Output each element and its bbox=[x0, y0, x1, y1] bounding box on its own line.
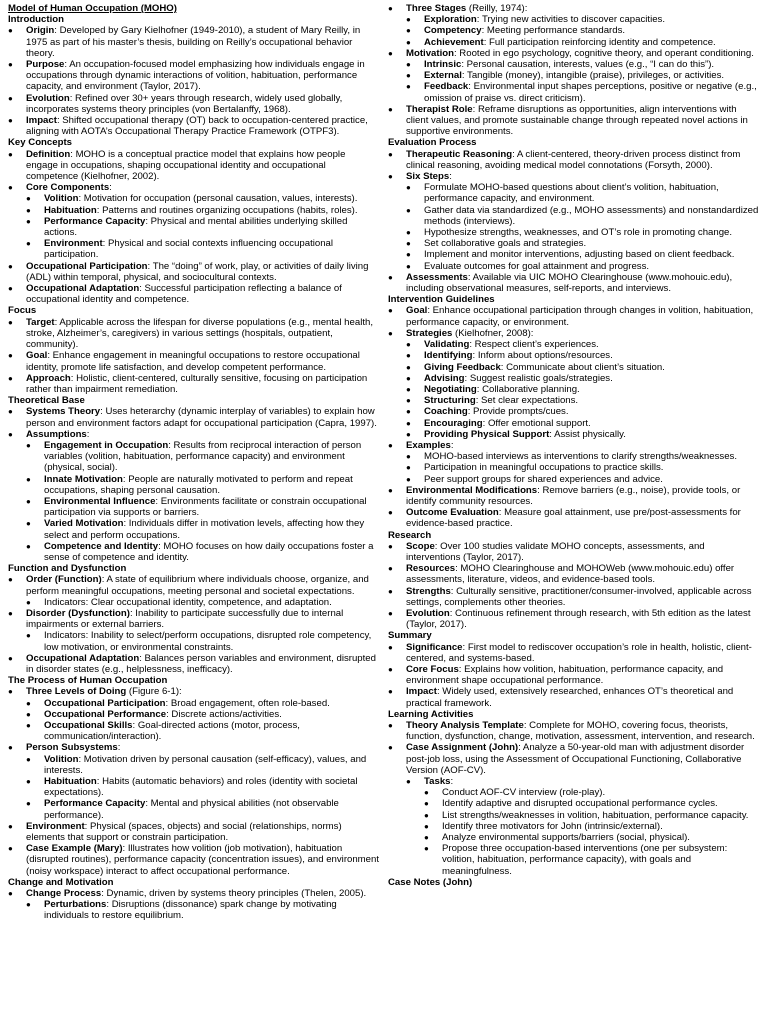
list-item-advising bbox=[406, 373, 760, 384]
list-item-occupational-adaptation bbox=[8, 283, 380, 305]
item-text: : First model to rediscover occupation’s role in health, holistic, client-centered, and systems-based. bbox=[406, 641, 752, 664]
item-text: : Habits (automatic behaviors) and roles (identity with societal expectations). bbox=[44, 776, 358, 799]
item-text: : Culturally sensitive, practitioner/consumer-involved, applicable across settings, complements other theories. bbox=[406, 585, 752, 608]
item-text: : Uses heterarchy (dynamic interplay of variables) to explain how person and environment factors adapt for occupational participation (Capra, 1997). bbox=[26, 406, 377, 429]
item-text: (Reilly, 1974): bbox=[466, 3, 528, 14]
section-heading-the-process-of-human-occupation: The Process of Human Occupation bbox=[8, 675, 168, 687]
item-text: : Complete for MOHO, covering focus, theorists, function, dysfunction, change, motivation, assessment, intervention, and research. bbox=[406, 720, 755, 743]
bullet-list bbox=[406, 339, 760, 440]
item-text: : Widely used, extensively researched, enhances OT’s theoretical and practical framework. bbox=[406, 686, 734, 709]
item-term: Outcome Evaluation bbox=[406, 507, 499, 519]
item-text: : Inform about options/resources. bbox=[472, 350, 613, 362]
item-term: Three Stages bbox=[406, 3, 467, 14]
item-text: Identify three motivators for John (intrinsic/external). bbox=[442, 820, 663, 832]
list-item-strengths bbox=[388, 586, 760, 608]
list-item-encouraging bbox=[406, 418, 760, 429]
list-item-volition bbox=[26, 193, 380, 204]
item-text: List strengths/weaknesses in volition, habituation, performance capacity. bbox=[442, 809, 749, 821]
item-text: : Balances person variables and environment, disrupted in disorder states (e.g., helplessness, inefficacy). bbox=[26, 652, 376, 675]
item-text: : Holistic, client-centered, culturally sensitive, focusing on participation rather than impairment remediation. bbox=[26, 372, 368, 395]
item-term: Innate Motivation bbox=[44, 473, 123, 485]
bullet-list bbox=[8, 317, 380, 395]
section-heading-intervention-guidelines: Intervention Guidelines bbox=[388, 294, 495, 306]
item-term: Performance Capacity bbox=[44, 215, 146, 227]
list-item bbox=[424, 821, 760, 832]
item-text: : Provide prompts/cues. bbox=[467, 406, 569, 418]
item-term: Change Process bbox=[26, 888, 102, 900]
item-term: External bbox=[424, 70, 462, 82]
list-item-origin bbox=[8, 25, 380, 59]
bullet-list bbox=[26, 597, 380, 608]
list-item-occupational-participation bbox=[26, 698, 380, 709]
item-text: : Reframe disruptions as opportunities, align interventions with client values, and promote sustainable change through repeated novel actions in supportive environments. bbox=[406, 103, 748, 138]
item-term: Providing Physical Support bbox=[424, 428, 550, 440]
item-text: Propose three occupation-based interventions (one per subsystem: volition, habituation, performance capacity), with goals and meaningfulness. bbox=[442, 843, 728, 877]
item-text: : Assist physically. bbox=[549, 428, 626, 440]
list-item-definition bbox=[8, 149, 380, 183]
left-column bbox=[8, 3, 380, 922]
list-item-outcome-evaluation bbox=[388, 507, 760, 529]
list-item-competency bbox=[406, 25, 760, 36]
item-term: Therapeutic Reasoning bbox=[406, 148, 513, 160]
item-text: : Personal causation, interests, values (e.g., “I can do this”). bbox=[461, 59, 715, 71]
list-item-assumptions bbox=[8, 429, 380, 563]
bullet-list bbox=[406, 14, 760, 48]
item-text: : bbox=[450, 776, 454, 788]
list-item-assessments bbox=[388, 272, 760, 294]
item-term: Volition bbox=[44, 753, 79, 765]
bullet-list bbox=[388, 305, 760, 529]
list-item-order-function bbox=[8, 574, 380, 608]
list-item bbox=[424, 787, 760, 798]
item-text: : The “doing” of work, play, or activities of daily living (ADL) within temporal, physical, and sociocultural contexts. bbox=[26, 260, 369, 283]
list-item-impact bbox=[8, 115, 380, 137]
item-text: : Physical and social contexts influencing occupational participation. bbox=[44, 238, 334, 261]
list-item-giving-feedback bbox=[406, 362, 760, 373]
item-term: Advising bbox=[424, 372, 465, 384]
item-text: : Over 100 studies validate MOHO concepts, assessments, and interventions (Taylor, 2017). bbox=[406, 540, 705, 563]
item-term: Volition bbox=[44, 193, 79, 205]
list-item-coaching bbox=[406, 406, 760, 417]
item-term: Order (Function) bbox=[26, 574, 102, 586]
item-text: Set collaborative goals and strategies. bbox=[424, 238, 587, 250]
item-text: : MOHO focuses on how daily occupations foster a sense of competence and identity. bbox=[44, 540, 374, 563]
list-item-six-steps bbox=[388, 171, 760, 272]
item-term: Therapist Role bbox=[406, 103, 473, 115]
list-item-engagement-in-occupation bbox=[26, 440, 380, 474]
item-text: Conduct AOF-CV interview (role-play). bbox=[442, 787, 606, 799]
list-item-environmental-modifications bbox=[388, 485, 760, 507]
item-term: Validating bbox=[424, 339, 470, 351]
item-text: : Developed by Gary Kielhofner (1949-2010), a student of Mary Reilly, in 1975 as part of his master’s thesis, building on Reilly’s occupational behavior theory. bbox=[26, 25, 361, 59]
list-item bbox=[406, 261, 760, 272]
item-text: : People are naturally motivated to perform and repeat occupations, shaping personal causation. bbox=[44, 473, 353, 496]
list-item-tasks bbox=[406, 776, 760, 877]
item-term: Significance bbox=[406, 641, 463, 653]
item-text: : Refined over 30+ years through research, widely used globally, incorporates systems theory principles (von Bertalanffy, 1968). bbox=[26, 92, 343, 115]
item-text: : Environmental input shapes perceptions, positive or negative (e.g., omission of praise vs. direct criticism). bbox=[424, 81, 757, 104]
item-text: : Physical and mental abilities underlying skilled actions. bbox=[44, 215, 348, 239]
item-text: Implement and monitor interventions, adjusting based on client feedback. bbox=[424, 249, 735, 261]
item-term: Impact bbox=[26, 115, 57, 127]
item-text: (Figure 6-1): bbox=[126, 686, 182, 698]
list-item-structuring bbox=[406, 395, 760, 406]
list-item-validating bbox=[406, 339, 760, 350]
bullet-list bbox=[26, 630, 380, 652]
bullet-list bbox=[388, 642, 760, 709]
item-text: : An occupation-focused model emphasizing how individuals engage in occupations through dynamic interactions of volition, habituation, performance capacity, and environment (Taylor, 2017). bbox=[26, 59, 365, 93]
list-item-volition bbox=[26, 754, 380, 776]
list-item-exploration bbox=[406, 14, 760, 25]
item-term: Definition bbox=[26, 148, 71, 160]
item-text: : Motivation driven by personal causation (self-efficacy), values, and interests. bbox=[44, 753, 367, 776]
item-term: Resources bbox=[406, 563, 456, 575]
list-item-case-example-mary bbox=[8, 843, 380, 877]
item-text: Identify adaptive and disrupted occupational performance cycles. bbox=[442, 798, 718, 810]
item-text: : Trying new activities to discover capacities. bbox=[476, 14, 666, 26]
item-text: : Full participation reinforcing identity and competence. bbox=[483, 36, 716, 48]
bullet-list bbox=[8, 686, 380, 876]
item-text: Gather data via standardized (e.g., MOHO assessments) and nonstandardized methods (interviews). bbox=[424, 204, 759, 227]
item-text: : Enhance engagement in meaningful occupations to restore occupational identity, promote life satisfaction, and develop competent performance. bbox=[26, 350, 360, 373]
list-item-environment bbox=[26, 238, 380, 260]
list-item-occupational-participation bbox=[8, 261, 380, 283]
item-text: : Goal-directed actions (motor, process, communication/interaction). bbox=[44, 720, 300, 743]
item-text: Evaluate outcomes for goal attainment and progress. bbox=[424, 260, 650, 272]
item-text: : MOHO is a conceptual practice model that explains how people engage in occupations, shaping occupational identity and occupational competence (Kielhofner, 2002). bbox=[26, 148, 346, 183]
section-heading-function-and-dysfunction: Function and Dysfunction bbox=[8, 563, 127, 575]
item-term: Occupational Performance bbox=[44, 708, 167, 720]
list-item bbox=[388, 3, 760, 48]
list-item-competence-and-identity bbox=[26, 541, 380, 563]
item-term: Six Steps bbox=[406, 171, 450, 183]
item-text: : Patterns and routines organizing occupations (habits, roles). bbox=[96, 204, 358, 216]
item-text: : Continuous refinement through research, with 5th edition as the latest (Taylor, 2017). bbox=[406, 607, 751, 631]
section-heading-theoretical-base: Theoretical Base bbox=[8, 395, 85, 407]
section-heading-case-notes-john: Case Notes (John) bbox=[388, 876, 473, 888]
item-text: : Environments facilitate or constrain occupational participation via supports or barriers. bbox=[44, 495, 367, 519]
bullet-list bbox=[406, 451, 760, 485]
item-term: Goal bbox=[26, 350, 48, 362]
item-text: : Explains how volition, habituation, performance capacity, and environment shape occupational performance. bbox=[406, 663, 724, 687]
item-text: : Shifted occupational therapy (OT) back to occupation-centered practice, aligning with AOTA’s Occupational Therapy Practice Framework (OTPF3). bbox=[26, 115, 368, 138]
list-item bbox=[406, 474, 760, 485]
list-item bbox=[406, 182, 760, 204]
item-text: Formulate MOHO-based questions about client’s volition, habituation, performance capacity, and environment. bbox=[424, 182, 719, 205]
item-text: : bbox=[117, 742, 121, 754]
list-item-three-levels-of-doing bbox=[8, 686, 380, 742]
list-item bbox=[424, 832, 760, 843]
bullet-list bbox=[8, 406, 380, 563]
item-term: Identifying bbox=[424, 350, 473, 362]
item-term: Scope bbox=[406, 540, 435, 552]
list-item-negotiating bbox=[406, 384, 760, 395]
item-text: : Illustrates how volition (job motivation), habituation (disrupted routines), performance capacity (concentration issues), and environment (noisy workspace) interact to affect occupational performance. bbox=[26, 843, 380, 877]
list-item bbox=[424, 798, 760, 809]
item-term: Strengths bbox=[406, 585, 451, 597]
item-term: Approach bbox=[26, 372, 71, 384]
bullet-list bbox=[26, 899, 380, 921]
item-text: : MOHO Clearinghouse and MOHOWeb (www.mohouic.edu) offer assessments, literature, videos, and evidence-based tools. bbox=[406, 563, 735, 586]
item-term: Habituation bbox=[44, 204, 97, 216]
section-heading-research: Research bbox=[388, 529, 432, 541]
bullet-list bbox=[388, 720, 760, 877]
item-term: Core Focus bbox=[406, 663, 459, 675]
item-term: Encouraging bbox=[424, 417, 483, 429]
item-text: Analyze environmental supports/barriers (social, physical). bbox=[442, 832, 690, 844]
list-item-motivation bbox=[388, 48, 760, 104]
item-term: Occupational Participation bbox=[26, 260, 148, 272]
list-item-core-focus bbox=[388, 664, 760, 686]
list-item-resources bbox=[388, 563, 760, 585]
item-term: Origin bbox=[26, 25, 55, 37]
item-term: Case Assignment (John) bbox=[406, 742, 519, 754]
list-item-evolution bbox=[8, 93, 380, 115]
item-text: : Communicate about client’s situation. bbox=[500, 361, 665, 373]
list-item-three-stages bbox=[388, 3, 760, 48]
item-term: Competency bbox=[424, 25, 482, 37]
item-text: : bbox=[450, 439, 454, 451]
item-text: Hypothesize strengths, weaknesses, and OT’s role in promoting change. bbox=[424, 227, 733, 239]
bullet-list bbox=[406, 776, 760, 877]
list-item-strategies bbox=[388, 328, 760, 440]
bullet-list bbox=[388, 149, 760, 295]
item-text: Indicators: Inability to select/perform occupations, disrupted role competency, low motivation, or environmental constraints. bbox=[44, 630, 372, 653]
list-item-varied-motivation bbox=[26, 518, 380, 540]
item-term: Strategies bbox=[406, 327, 453, 339]
list-item-habituation bbox=[26, 205, 380, 216]
item-term: Impact bbox=[406, 686, 437, 698]
right-column bbox=[388, 3, 760, 888]
item-text: : bbox=[449, 171, 452, 183]
list-item-case-assignment-john bbox=[388, 742, 760, 876]
list-item bbox=[406, 451, 760, 462]
item-text: Indicators: Clear occupational identity, competence, and adaptation. bbox=[44, 596, 332, 608]
bullet-list bbox=[26, 698, 380, 743]
list-item bbox=[406, 205, 760, 227]
item-text: : Individuals differ in motivation levels, affecting how they select and perform occupations. bbox=[44, 518, 365, 541]
item-term: Purpose bbox=[26, 59, 65, 71]
list-item bbox=[406, 238, 760, 249]
list-item-occupational-performance bbox=[26, 709, 380, 720]
list-item-approach bbox=[8, 373, 380, 395]
item-text: : Meeting performance standards. bbox=[481, 25, 626, 37]
item-term: Negotiating bbox=[424, 383, 477, 395]
bullet-list bbox=[406, 182, 760, 272]
bullet-list bbox=[8, 888, 380, 922]
list-item bbox=[406, 227, 760, 238]
list-item-disorder-dysfunction bbox=[8, 608, 380, 653]
list-item-goal bbox=[8, 350, 380, 372]
list-item-therapeutic-reasoning bbox=[388, 149, 760, 171]
item-text: : Applicable across the lifespan for diverse populations (e.g., mental health, stroke, Alzheimer’s, caregivers) in various settings (hospitals, outpatient, community). bbox=[26, 316, 373, 351]
list-item-feedback bbox=[406, 81, 760, 103]
item-term: Perturbations bbox=[44, 899, 107, 911]
item-term: Environmental Modifications bbox=[406, 484, 538, 496]
list-item bbox=[406, 462, 760, 473]
list-item-evolution bbox=[388, 608, 760, 630]
list-item-habituation bbox=[26, 776, 380, 798]
item-term: Engagement in Occupation bbox=[44, 439, 169, 451]
item-term: Assumptions bbox=[26, 428, 87, 440]
list-item bbox=[406, 249, 760, 260]
item-term: Assessments bbox=[406, 271, 468, 283]
list-item-occupational-skills bbox=[26, 720, 380, 742]
item-text: : Available via UIC MOHO Clearinghouse (www.mohouic.edu), including observational measures, self-reports, and interviews. bbox=[406, 271, 733, 295]
item-text: : Inability to participate successfully due to internal impairments or external barriers. bbox=[26, 607, 344, 631]
item-term: Examples bbox=[406, 439, 451, 451]
item-text: : Enhance occupational participation through changes in volition, habituation, performance capacity, or environment. bbox=[406, 305, 754, 328]
item-text: : Respect client’s experiences. bbox=[469, 339, 599, 351]
list-item-change-process bbox=[8, 888, 380, 922]
list-item-providing-physical-support bbox=[406, 429, 760, 440]
list-item-external bbox=[406, 70, 760, 81]
item-term: Coaching bbox=[424, 406, 468, 418]
section-heading-learning-activities: Learning Activities bbox=[388, 708, 474, 720]
item-text: : A state of equilibrium where individuals choose, organize, and perform meaningful occupations, meeting personal and societal expectations. bbox=[26, 574, 369, 597]
item-term: Person Subsystems bbox=[26, 742, 118, 754]
bullet-list bbox=[26, 754, 380, 821]
item-term: Three Levels of Doing bbox=[26, 686, 127, 698]
list-item-intrinsic bbox=[406, 59, 760, 70]
bullet-list bbox=[424, 787, 760, 877]
item-term: Evolution bbox=[26, 92, 70, 104]
bullet-list bbox=[8, 25, 380, 137]
list-item-performance-capacity bbox=[26, 216, 380, 238]
list-item-occupational-adaptation bbox=[8, 653, 380, 675]
list-item bbox=[424, 810, 760, 821]
item-term: Environmental Influence bbox=[44, 495, 156, 507]
item-term: Occupational Participation bbox=[44, 697, 166, 709]
item-term: Achievement bbox=[424, 36, 484, 48]
list-item-achievement bbox=[406, 37, 760, 48]
list-item bbox=[424, 843, 760, 877]
item-term: Environment bbox=[26, 820, 85, 832]
list-item-purpose bbox=[8, 59, 380, 93]
list-item-identifying bbox=[406, 350, 760, 361]
item-term: Habituation bbox=[44, 776, 97, 788]
list-item-significance bbox=[388, 642, 760, 664]
list-item-therapist-role bbox=[388, 104, 760, 138]
bullet-list bbox=[388, 3, 760, 137]
item-text: (Kielhofner, 2008): bbox=[452, 327, 534, 339]
list-item-core-components bbox=[8, 182, 380, 260]
item-term: Disorder (Dysfunction) bbox=[26, 607, 130, 619]
item-term: Case Example (Mary) bbox=[26, 843, 123, 855]
item-term: Occupational Skills bbox=[44, 720, 133, 731]
item-text: : A client-centered, theory-driven process distinct from clinical reasoning, avoiding medical model connotations (Forsyth, 2000). bbox=[406, 148, 741, 171]
list-item-scope bbox=[388, 541, 760, 563]
section-heading-summary: Summary bbox=[388, 630, 432, 642]
section-heading-evaluation-process: Evaluation Process bbox=[388, 137, 477, 149]
list-item-perturbations bbox=[26, 899, 380, 921]
bullet-list bbox=[26, 193, 380, 260]
item-text: : Rooted in ego psychology, cognitive theory, and operant conditioning. bbox=[453, 47, 754, 59]
item-term: Motivation bbox=[406, 47, 454, 59]
item-text: MOHO-based interviews as interventions to clarify strengths/weaknesses. bbox=[424, 451, 737, 463]
item-term: Intrinsic bbox=[424, 59, 462, 71]
bullet-list bbox=[8, 574, 380, 675]
item-text: : Analyze a 50-year-old man with adjustment disorder post-job loss, using the Assessment of Occupational Functioning, Collaborative Version (AOF-CV). bbox=[406, 742, 745, 776]
list-item-environment bbox=[8, 821, 380, 843]
list-item-goal bbox=[388, 305, 760, 327]
item-text: : Disruptions (dissonance) spark change by motivating individuals to restore equilibrium. bbox=[44, 899, 337, 922]
list-item-theory-analysis-template bbox=[388, 720, 760, 742]
list-item-performance-capacity bbox=[26, 798, 380, 820]
list-item-environmental-influence bbox=[26, 496, 380, 518]
section-heading-change-and-motivation: Change and Motivation bbox=[8, 876, 114, 888]
item-text: Participation in meaningful occupations to practice skills. bbox=[424, 462, 664, 474]
item-term: Feedback bbox=[424, 81, 469, 93]
item-term: Target bbox=[26, 316, 55, 328]
bullet-list bbox=[26, 440, 380, 563]
item-text: : bbox=[109, 182, 112, 194]
item-term: Theory Analysis Template bbox=[406, 720, 524, 731]
list-item-impact bbox=[388, 686, 760, 708]
item-term: Performance Capacity bbox=[44, 798, 146, 810]
item-term: Competence and Identity bbox=[44, 540, 159, 552]
bullet-list bbox=[388, 541, 760, 631]
item-text: : bbox=[86, 428, 90, 440]
page-title: Model of Human Occupation (MOHO) bbox=[8, 3, 177, 14]
item-term: Varied Motivation bbox=[44, 518, 124, 530]
item-term: Evolution bbox=[406, 607, 450, 619]
item-text: : Motivation for occupation (personal causation, values, interests). bbox=[78, 193, 358, 205]
item-term: Occupational Adaptation bbox=[26, 652, 140, 664]
item-term: Structuring bbox=[424, 395, 476, 407]
item-term: Occupational Adaptation bbox=[26, 283, 140, 295]
list-item bbox=[26, 630, 380, 652]
item-text: : Remove barriers (e.g., noise), provide tools, or identify community resources. bbox=[406, 484, 741, 507]
list-item-target bbox=[8, 317, 380, 351]
item-text: : Collaborative planning. bbox=[476, 383, 580, 395]
item-text: : Broad engagement, often role-based. bbox=[165, 697, 330, 709]
section-heading-introduction: Introduction bbox=[8, 14, 64, 26]
item-text: : Results from reciprocal interaction of person variables (volition, habituation, performance capacity) and environment (physical, social). bbox=[44, 439, 362, 474]
item-text: Peer support groups for shared experiences and advice. bbox=[424, 473, 663, 485]
list-item-examples bbox=[388, 440, 760, 485]
item-text: : Set clear expectations. bbox=[475, 395, 579, 407]
item-text: : Dynamic, driven by systems theory principles (Thelen, 2005). bbox=[101, 888, 367, 900]
item-term: Tasks bbox=[424, 776, 451, 788]
item-term: Systems Theory bbox=[26, 406, 101, 418]
item-term: Environment bbox=[44, 238, 103, 250]
bullet-list bbox=[388, 3, 760, 48]
item-text: : Discrete actions/activities. bbox=[166, 708, 282, 720]
bullet-list bbox=[8, 149, 380, 306]
item-text: : Measure goal attainment, use pre/post-assessments for evidence-based practice. bbox=[406, 507, 741, 530]
section-heading-key-concepts: Key Concepts bbox=[8, 137, 72, 149]
list-item bbox=[26, 597, 380, 608]
item-term: Core Components bbox=[26, 182, 110, 194]
item-text: : Tangible (money), intangible (praise), privileges, or activities. bbox=[461, 70, 725, 82]
item-text: : Offer emotional support. bbox=[482, 417, 591, 429]
bullet-list bbox=[406, 59, 760, 104]
item-text: : Successful participation reflecting a balance of occupational identity and competence. bbox=[26, 283, 342, 306]
item-text: : Physical (spaces, objects) and social (relationships, norms) elements that support or constrain participation. bbox=[26, 820, 342, 844]
item-text: : Mental and physical abilities (not observable performance). bbox=[44, 798, 339, 821]
item-term: Exploration bbox=[424, 14, 477, 26]
list-item-innate-motivation bbox=[26, 474, 380, 496]
list-item-systems-theory bbox=[8, 406, 380, 428]
list-item-person-subsystems bbox=[8, 742, 380, 820]
section-heading-focus: Focus bbox=[8, 305, 37, 317]
item-term: Giving Feedback bbox=[424, 361, 501, 373]
item-term: Goal bbox=[406, 305, 428, 317]
item-text: : Suggest realistic goals/strategies. bbox=[464, 372, 613, 384]
